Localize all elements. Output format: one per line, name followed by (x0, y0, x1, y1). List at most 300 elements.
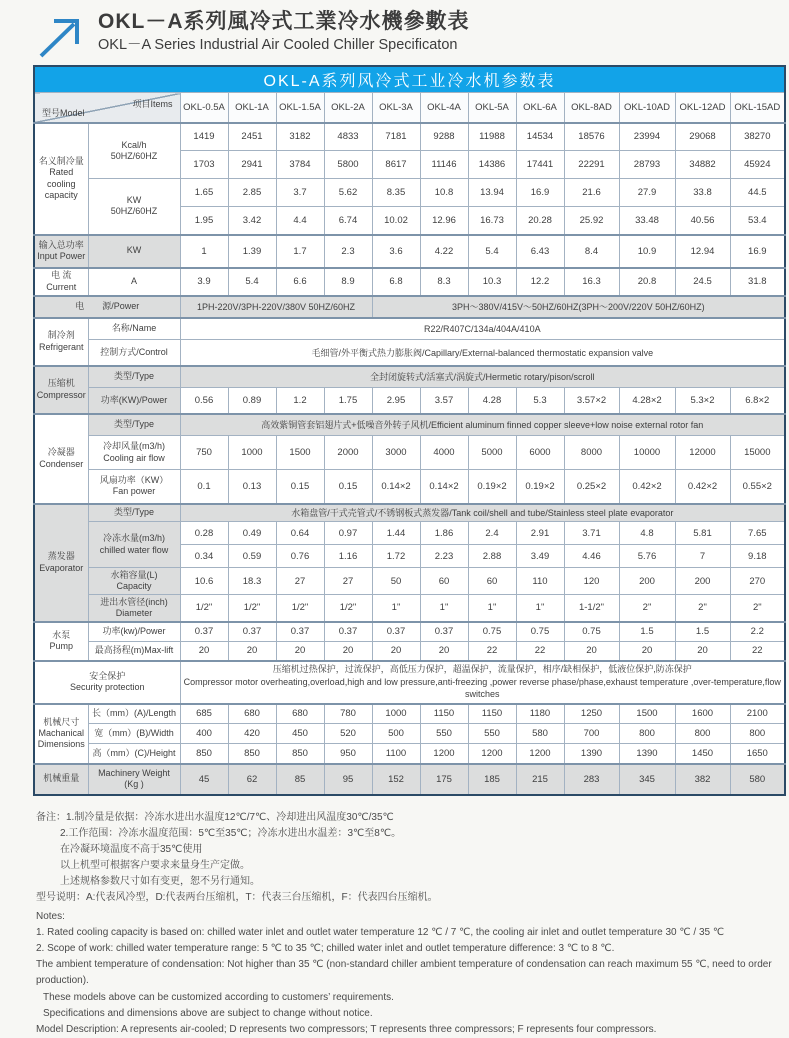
model-header-row (34, 93, 785, 123)
spec-value-cell: 0.37 (420, 622, 468, 642)
item-evaporator-flow: 冷冻水量(m3/h) chilled water flow (88, 522, 180, 568)
corner-items-label: 项目Items (132, 97, 172, 110)
row-condenser-fan (34, 470, 785, 504)
spec-value-cell: 1200 (420, 744, 468, 764)
spec-value-cell: 1703 (180, 151, 228, 179)
spec-value-cell: 13.94 (468, 179, 516, 207)
spec-value-cell: 0.37 (228, 622, 276, 642)
spec-value-cell: 382 (675, 764, 730, 795)
spec-table-container (33, 65, 787, 796)
spec-value-cell: 3784 (276, 151, 324, 179)
spec-value-cell: 8000 (564, 436, 619, 470)
spec-value-cell: 5000 (468, 436, 516, 470)
item-input-power-unit: KW (88, 235, 180, 268)
spec-value-cell: 1" (420, 595, 468, 622)
note-line: 以上机型可根据客户要求来量身生产定做。 (36, 858, 789, 874)
spec-value-cell: 850 (276, 744, 324, 764)
note-line: 2. Scope of work: chilled water temperature range: 5 ℃ to 35 ℃; chilled water inlet and outlet temperature difference: 3 ℃ to 8 ℃. (36, 941, 789, 957)
spec-value-cell: 0.37 (372, 622, 420, 642)
spec-value-cell: 5.62 (324, 179, 372, 207)
page-title-zh: OKL－A系列風冷式工業冷水機參數表 (98, 10, 470, 34)
spec-value-cell: 31.8 (730, 268, 785, 296)
note-line: Notes: (36, 909, 789, 925)
row-compressor-type (34, 366, 785, 388)
row-evaporator-diameter (34, 595, 785, 622)
spec-value-cell: 22 (468, 642, 516, 661)
security-content (180, 661, 785, 704)
spec-value-cell: 5.4 (468, 235, 516, 268)
spec-value-cell: 0.15 (276, 470, 324, 504)
item-dim-width: 宽（mm）(B)/Width (88, 724, 180, 744)
spec-value-cell: 45924 (730, 151, 785, 179)
spec-value-cell: OKL-3A (372, 93, 420, 123)
row-condenser-type (34, 414, 785, 436)
spec-value-cell: 10.9 (619, 235, 675, 268)
spec-value-cell: 0.14×2 (372, 470, 420, 504)
spec-value-cell: 850 (228, 744, 276, 764)
group-security: 安全保护 Security protection (34, 661, 180, 704)
spec-value-cell: 1150 (468, 704, 516, 724)
spec-value-cell: 420 (228, 724, 276, 744)
item-evaporator-diameter: 进出水管径(inch) Diameter (88, 595, 180, 622)
note-line: 2.工作范围：冷冻水温度范围：5℃至35℃；冷冻水进出水温差：3℃至8℃。 (36, 826, 789, 842)
spec-value-cell: 20 (324, 642, 372, 661)
spec-value-cell: 12.94 (675, 235, 730, 268)
spec-value-cell: 27 (324, 568, 372, 595)
spec-value-cell: 5.4 (228, 268, 276, 296)
item-weight: Machinery Weight (Kg ) (88, 764, 180, 795)
item-current-unit: A (88, 268, 180, 296)
spec-value-cell: 6.8×2 (730, 388, 785, 414)
spec-value-cell: 0.89 (228, 388, 276, 414)
spec-value-cell: 3.9 (180, 268, 228, 296)
row-security (34, 661, 785, 704)
spec-value-cell: 7.65 (730, 522, 785, 545)
spec-value-cell: 4.46 (564, 545, 619, 568)
group-evaporator: 蒸发器 Evaporator (34, 504, 88, 622)
spec-value-cell: 450 (276, 724, 324, 744)
spec-value-cell: 4.8 (619, 522, 675, 545)
group-refrigerant: 制冷剂 Refrigerant (34, 318, 88, 366)
spec-value-cell: 20 (180, 642, 228, 661)
spec-value-cell: OKL-15AD (730, 93, 785, 123)
spec-value-cell: 0.28 (180, 522, 228, 545)
group-current: 电 流 Current (34, 268, 88, 296)
note-line: 上述规格参数尺寸如有变更，恕不另行通知。 (36, 874, 789, 890)
item-dim-length: 长（mm）(A)/Length (88, 704, 180, 724)
spec-value-cell: 4.4 (276, 207, 324, 235)
spec-value-cell: 1.7 (276, 235, 324, 268)
spec-value-cell: 950 (324, 744, 372, 764)
group-dimensions: 机械尺寸 Machanical Dimensions (34, 704, 88, 764)
spec-value-cell: 185 (468, 764, 516, 795)
spec-value-cell: 2" (730, 595, 785, 622)
spec-value-cell: 1.16 (324, 545, 372, 568)
spec-value-cell: 0.75 (564, 622, 619, 642)
spec-value-cell: 20 (564, 642, 619, 661)
spec-value-cell: 5.3 (516, 388, 564, 414)
spec-value-cell: 1/2" (276, 595, 324, 622)
row-dim-width (34, 724, 785, 744)
spec-value-cell: 680 (276, 704, 324, 724)
spec-value-cell: 33.48 (619, 207, 675, 235)
spec-value-cell: 40.56 (675, 207, 730, 235)
spec-value-cell: 1450 (675, 744, 730, 764)
spec-value-cell: 7181 (372, 123, 420, 151)
spec-value-cell: 20 (420, 642, 468, 661)
note-line: 备注：1.制冷量是依据：冷冻水进出水温度12℃/7℃、冷却进出风温度30℃/35℃ (36, 810, 789, 826)
spec-value-cell: 17441 (516, 151, 564, 179)
spec-value-cell: 3.7 (276, 179, 324, 207)
spec-value-cell: 28793 (619, 151, 675, 179)
item-compressor-type: 类型/Type (88, 366, 180, 388)
row-evaporator-capacity (34, 568, 785, 595)
spec-value-cell: 1.65 (180, 179, 228, 207)
spec-value-cell: 4000 (420, 436, 468, 470)
spec-value-cell: 16.9 (516, 179, 564, 207)
spec-value-cell: 200 (619, 568, 675, 595)
spec-value-cell: OKL-0.5A (180, 93, 228, 123)
item-dim-height: 高（mm）(C)/Height (88, 744, 180, 764)
spec-value-cell: 1" (516, 595, 564, 622)
spec-value-cell: 0.37 (276, 622, 324, 642)
spec-value-cell: 750 (180, 436, 228, 470)
spec-value-cell: 550 (420, 724, 468, 744)
spec-value-cell: 12.2 (516, 268, 564, 296)
spec-value-cell: 1180 (516, 704, 564, 724)
spec-value-cell: 2.91 (516, 522, 564, 545)
item-evaporator-type: 类型/Type (88, 504, 180, 522)
spec-value-cell: 9288 (420, 123, 468, 151)
spec-value-cell: 0.75 (516, 622, 564, 642)
spec-value-cell: 1650 (730, 744, 785, 764)
spec-value-cell: 95 (324, 764, 372, 795)
row-condenser-airflow (34, 436, 785, 470)
spec-value-cell: 21.6 (564, 179, 619, 207)
spec-value-cell: 24.5 (675, 268, 730, 296)
spec-value-cell: 29068 (675, 123, 730, 151)
spec-value-cell: 7 (675, 545, 730, 568)
spec-value-cell: 400 (180, 724, 228, 744)
spec-value-cell: 0.1 (180, 470, 228, 504)
spec-value-cell: 2.95 (372, 388, 420, 414)
spec-value-cell: 2941 (228, 151, 276, 179)
spec-value-cell: 45 (180, 764, 228, 795)
spec-value-cell: 0.56 (180, 388, 228, 414)
spec-value-cell: 12000 (675, 436, 730, 470)
spec-value-cell: 680 (228, 704, 276, 724)
spec-value-cell: 1/2" (324, 595, 372, 622)
spec-value-cell: 6000 (516, 436, 564, 470)
spec-value-cell: 1.2 (276, 388, 324, 414)
spec-value-cell: 27 (276, 568, 324, 595)
spec-value-cell: 6.8 (372, 268, 420, 296)
spec-value-cell: 5800 (324, 151, 372, 179)
item-pump-power: 功率(kw)/Power (88, 622, 180, 642)
spec-value-cell: 15000 (730, 436, 785, 470)
spec-value-cell: 4.28×2 (619, 388, 675, 414)
group-input-power: 输入总功率 Input Power (34, 235, 88, 268)
spec-value-cell: 0.34 (180, 545, 228, 568)
spec-value-cell: 16.3 (564, 268, 619, 296)
spec-value-cell: 33.8 (675, 179, 730, 207)
spec-value-cell: 85 (276, 764, 324, 795)
spec-value-cell: 10000 (619, 436, 675, 470)
spec-value-cell: 4.28 (468, 388, 516, 414)
spec-value-cell: 800 (619, 724, 675, 744)
refrigerant-control-value: 毛细管/外平衡式热力膨胀阀/Capillary/External-balanced thermostatic expansion valve (180, 340, 785, 366)
spec-value-cell: 520 (324, 724, 372, 744)
spec-value-cell: OKL-12AD (675, 93, 730, 123)
notes-en (36, 909, 789, 1038)
spec-value-cell: 1" (372, 595, 420, 622)
security-content-zh: 压缩机过热保护，过流保护，高低压力保护，超温保护，流量保护，相序/缺相保护，低液位保护,防冻保护 (182, 663, 784, 676)
spec-value-cell: OKL-6A (516, 93, 564, 123)
spec-value-cell: 10.3 (468, 268, 516, 296)
spec-value-cell: 8.9 (324, 268, 372, 296)
spec-value-cell: 14386 (468, 151, 516, 179)
spec-value-cell: 3182 (276, 123, 324, 151)
spec-value-cell: 20 (619, 642, 675, 661)
arrow-logo-icon (34, 12, 86, 60)
item-compressor-power: 功率(KW)/Power (88, 388, 180, 414)
spec-value-cell: 10.8 (420, 179, 468, 207)
spec-value-cell: OKL-2A (324, 93, 372, 123)
row-evaporator-type (34, 504, 785, 522)
spec-value-cell: 0.59 (228, 545, 276, 568)
spec-value-cell: 1390 (564, 744, 619, 764)
spec-value-cell: 20 (276, 642, 324, 661)
spec-value-cell: 2.88 (468, 545, 516, 568)
spec-value-cell: 700 (564, 724, 619, 744)
spec-value-cell: 8.35 (372, 179, 420, 207)
spec-value-cell: 120 (564, 568, 619, 595)
spec-value-cell: 1-1/2" (564, 595, 619, 622)
spec-value-cell: 10.6 (180, 568, 228, 595)
note-line: 1. Rated cooling capacity is based on: chilled water inlet and outlet water temperature 12 ℃ / 7 ℃, the cooling air inlet and outlet temperature 30 ℃ / 35 ℃ (36, 925, 789, 941)
spec-value-cell: 0.37 (180, 622, 228, 642)
spec-value-cell: 5.81 (675, 522, 730, 545)
spec-value-cell: 1000 (228, 436, 276, 470)
spec-value-cell: OKL-8AD (564, 93, 619, 123)
spec-value-cell: 1.5 (675, 622, 730, 642)
spec-value-cell: 2.23 (420, 545, 468, 568)
spec-value-cell: 1200 (516, 744, 564, 764)
spec-value-cell: 8.4 (564, 235, 619, 268)
spec-value-cell: 1.44 (372, 522, 420, 545)
spec-value-cell: 10.02 (372, 207, 420, 235)
spec-value-cell: 34882 (675, 151, 730, 179)
corner-header-cell (34, 93, 180, 123)
spec-value-cell: 0.25×2 (564, 470, 619, 504)
spec-value-cell: 20 (228, 642, 276, 661)
spec-value-cell: 1/2" (180, 595, 228, 622)
spec-value-cell: 270 (730, 568, 785, 595)
spec-value-cell: 50 (372, 568, 420, 595)
spec-value-cell: 580 (516, 724, 564, 744)
spec-value-cell: 1390 (619, 744, 675, 764)
compressor-type-value: 全封闭旋转式/活塞式/涡旋式/Hermetic rotary/pison/scroll (180, 366, 785, 388)
group-compressor: 压缩机 Compressor (34, 366, 88, 414)
spec-value-cell: 0.49 (228, 522, 276, 545)
spec-value-cell: 22291 (564, 151, 619, 179)
spec-value-cell: 500 (372, 724, 420, 744)
power-supply-value-2: 3PH～380V/415V～50HZ/60HZ(3PH～200V/220V 50HZ/60HZ) (372, 296, 785, 318)
row-current (34, 268, 785, 296)
item-kcal: Kcal/h 50HZ/60HZ (88, 123, 180, 179)
row-compressor-power (34, 388, 785, 414)
refrigerant-name-value: R22/R407C/134a/404A/410A (180, 318, 785, 340)
spec-value-cell: 4.22 (420, 235, 468, 268)
table-title: OKL-A系列风冷式工业冷水机参数表 (34, 66, 785, 93)
spec-value-cell: 800 (730, 724, 785, 744)
item-condenser-airflow: 冷却风量(m3/h) Cooling air flow (88, 436, 180, 470)
item-power-supply: 电 源/Power (34, 296, 180, 318)
spec-value-cell: 215 (516, 764, 564, 795)
spec-value-cell: 0.15 (324, 470, 372, 504)
spec-value-cell: 283 (564, 764, 619, 795)
spec-value-cell: 1.39 (228, 235, 276, 268)
spec-value-cell: 2.2 (730, 622, 785, 642)
row-kw-50 (34, 179, 785, 207)
spec-value-cell: 780 (324, 704, 372, 724)
row-pump-power (34, 622, 785, 642)
spec-value-cell: 20.28 (516, 207, 564, 235)
evaporator-type-value: 水箱盘管/干式壳管式/不锈钢板式蒸发器/Tank coil/shell and tube/Stainless steel plate evaporator (180, 504, 785, 522)
spec-value-cell: OKL-10AD (619, 93, 675, 123)
spec-value-cell: 2" (675, 595, 730, 622)
spec-value-cell: 0.64 (276, 522, 324, 545)
spec-value-cell: 8617 (372, 151, 420, 179)
spec-value-cell: 6.6 (276, 268, 324, 296)
spec-value-cell: 550 (468, 724, 516, 744)
item-condenser-type: 类型/Type (88, 414, 180, 436)
spec-value-cell: 200 (675, 568, 730, 595)
spec-value-cell: 11988 (468, 123, 516, 151)
spec-value-cell: 850 (180, 744, 228, 764)
spec-value-cell: 22 (516, 642, 564, 661)
note-line: 在冷凝环境温度不高于35℃使用 (36, 842, 789, 858)
spec-value-cell: 0.42×2 (675, 470, 730, 504)
spec-value-cell: 20.8 (619, 268, 675, 296)
item-condenser-fan: 风扇功率（KW） Fan power (88, 470, 180, 504)
spec-value-cell: 1.72 (372, 545, 420, 568)
group-condenser: 冷凝器 Condenser (34, 414, 88, 504)
group-pump: 水泵 Pump (34, 622, 88, 661)
spec-value-cell: 580 (730, 764, 785, 795)
spec-value-cell: OKL-1.5A (276, 93, 324, 123)
security-content-en: Compressor motor overheating,overload,high and low pressure,anti-freezing ,power reverse phase/phase,exhaust temperature ,over-temperature,flow switches (182, 676, 784, 701)
spec-value-cell: 22 (730, 642, 785, 661)
group-weight: 机械重量 (34, 764, 88, 795)
spec-value-cell: OKL-4A (420, 93, 468, 123)
spec-value-cell: 0.19×2 (468, 470, 516, 504)
note-line: Model Description: A represents air-cooled; D represents two compressors; T represents three compressors; F represents four compressors. (36, 1022, 789, 1038)
spec-value-cell: 3.6 (372, 235, 420, 268)
spec-value-cell: 1419 (180, 123, 228, 151)
spec-value-cell: 16.9 (730, 235, 785, 268)
spec-value-cell: 152 (372, 764, 420, 795)
spec-value-cell: 16.73 (468, 207, 516, 235)
spec-value-cell: 1.75 (324, 388, 372, 414)
row-power-supply (34, 296, 785, 318)
page-header (0, 0, 789, 62)
spec-value-cell: 2100 (730, 704, 785, 724)
condenser-type-value: 高效紫铜管套铝翅片式+低噪音外转子风机/Efficient aluminum finned copper sleeve+low noise external rotor fan (180, 414, 785, 436)
spec-value-cell: 0.97 (324, 522, 372, 545)
spec-value-cell: 2.4 (468, 522, 516, 545)
spec-value-cell: 345 (619, 764, 675, 795)
spec-value-cell: 27.9 (619, 179, 675, 207)
page-title-en: OKL－A Series Industrial Air Cooled Chiller Specificaton (98, 37, 470, 54)
spec-value-cell: 9.18 (730, 545, 785, 568)
note-line: The ambient temperature of condensation: Not higher than 35 ℃ (non-standard chiller ambient temperature of condensation can reach maximum 55 ℃, need to order production). (36, 957, 789, 989)
power-supply-value-1: 1PH-220V/3PH-220V/380V 50HZ/60HZ (180, 296, 372, 318)
spec-table (33, 65, 786, 796)
spec-value-cell: 1250 (564, 704, 619, 724)
spec-value-cell: 2.3 (324, 235, 372, 268)
spec-value-cell: 3.49 (516, 545, 564, 568)
spec-value-cell: 6.74 (324, 207, 372, 235)
spec-value-cell: 62 (228, 764, 276, 795)
row-input-power (34, 235, 785, 268)
spec-value-cell: 3.57×2 (564, 388, 619, 414)
spec-value-cell: 1600 (675, 704, 730, 724)
spec-value-cell: 0.55×2 (730, 470, 785, 504)
spec-value-cell: 0.14×2 (420, 470, 468, 504)
spec-value-cell: 5.76 (619, 545, 675, 568)
spec-value-cell: 800 (675, 724, 730, 744)
spec-value-cell: 1/2" (228, 595, 276, 622)
spec-value-cell: OKL-5A (468, 93, 516, 123)
spec-value-cell: 1.86 (420, 522, 468, 545)
spec-value-cell: 1200 (468, 744, 516, 764)
spec-value-cell: 0.75 (468, 622, 516, 642)
spec-value-cell: 1.5 (619, 622, 675, 642)
spec-value-cell: 18576 (564, 123, 619, 151)
row-evaporator-flow-50 (34, 522, 785, 545)
row-refrigerant-name (34, 318, 785, 340)
spec-value-cell: 1000 (372, 704, 420, 724)
spec-value-cell: 14534 (516, 123, 564, 151)
spec-value-cell: 6.43 (516, 235, 564, 268)
spec-value-cell: 60 (468, 568, 516, 595)
spec-value-cell: 2451 (228, 123, 276, 151)
note-line: 型号说明：A:代表风冷型，D:代表两台压缩机，T：代表三台压缩机，F：代表四台压缩机。 (36, 890, 789, 906)
spec-value-cell: 3.71 (564, 522, 619, 545)
spec-value-cell: 23994 (619, 123, 675, 151)
item-kw: KW 50HZ/60HZ (88, 179, 180, 235)
spec-value-cell: 2000 (324, 436, 372, 470)
spec-value-cell: 1500 (276, 436, 324, 470)
spec-value-cell: 3.57 (420, 388, 468, 414)
notes-zh (36, 810, 789, 907)
spec-value-cell: 3.42 (228, 207, 276, 235)
spec-value-cell: 3000 (372, 436, 420, 470)
group-cooling: 名义制冷量 Rated cooling capacity (34, 123, 88, 235)
row-dim-length (34, 704, 785, 724)
spec-value-cell: 110 (516, 568, 564, 595)
spec-value-cell: 18.3 (228, 568, 276, 595)
spec-value-cell: 1.95 (180, 207, 228, 235)
spec-value-cell: 1 (180, 235, 228, 268)
spec-value-cell: 4833 (324, 123, 372, 151)
row-kcal-50 (34, 123, 785, 151)
spec-value-cell: 0.37 (324, 622, 372, 642)
note-line: These models above can be customized according to customers’ requirements. (36, 990, 789, 1006)
item-pump-lift: 最高扬程(m)Max-lift (88, 642, 180, 661)
spec-value-cell: 38270 (730, 123, 785, 151)
